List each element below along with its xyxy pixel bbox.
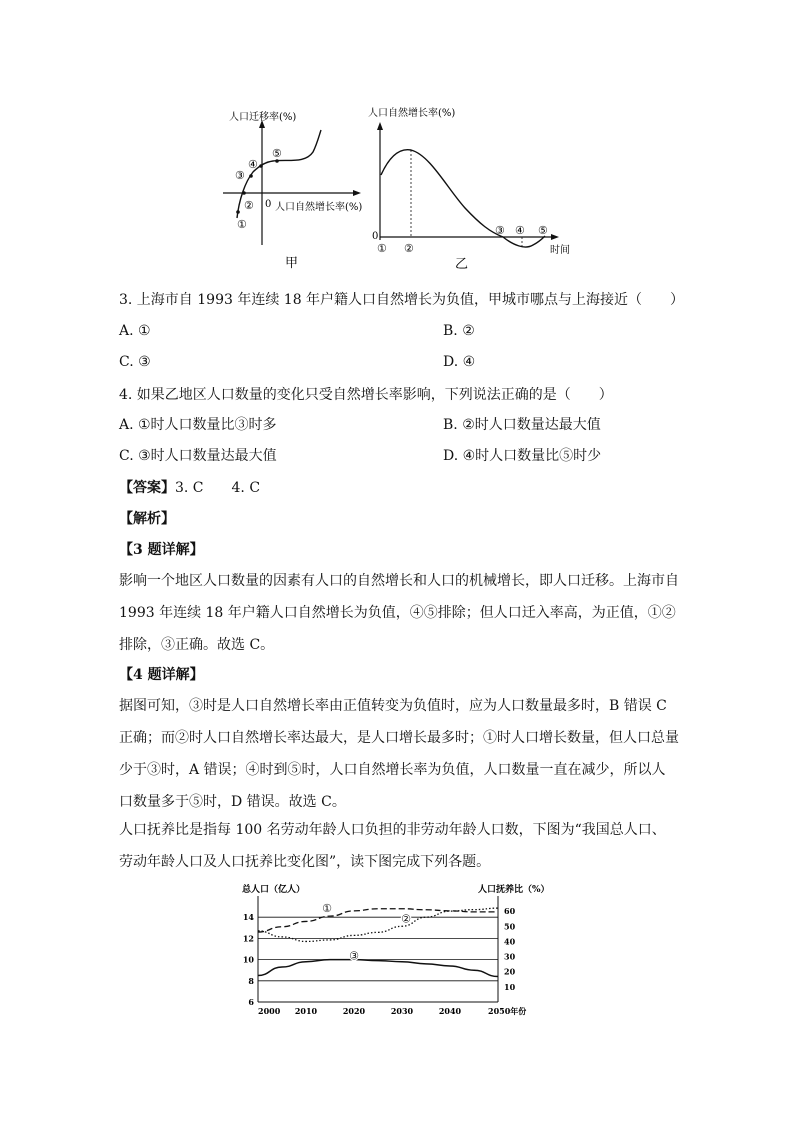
detail3-label: 【3 题详解】: [119, 542, 204, 558]
jia-point-3: [249, 174, 253, 178]
figure-jia-yi: [215, 100, 580, 275]
jia-label-3: ③: [235, 169, 245, 182]
answer-text: 3. C 4. C: [175, 480, 261, 496]
analysis-label: 【解析】: [119, 511, 175, 527]
chart-ytick-right: 50: [504, 921, 516, 932]
jia-label-4: ④: [248, 158, 258, 171]
series-line-1: [258, 909, 498, 932]
chart-ylabel-left: 总人口（亿人）: [242, 885, 306, 895]
q4-option-d: D. ④时人口数量比⑤时少: [443, 448, 602, 464]
jia-label-1: ①: [237, 218, 247, 231]
chart-xtick: 2000: [258, 1006, 281, 1016]
q4-stem: 4. 如果乙地区人口数量的变化只受自然增长率影响，下列说法正确的是（ ）: [119, 387, 613, 403]
q3-option-c: C. ③: [119, 354, 151, 370]
detail4-label: 【4 题详解】: [119, 667, 204, 683]
chart-ytick-left: 12: [242, 933, 254, 944]
population-chart: [240, 878, 560, 1023]
jia-label-2: ②: [244, 199, 254, 212]
jia-point-2: [242, 191, 246, 195]
chart-xtick: 2020: [342, 1006, 366, 1016]
jia-label-5: ⑤: [272, 147, 282, 160]
yi-label-5: ⑤: [538, 224, 548, 237]
jia-point-1: [236, 210, 240, 214]
chart-ytick-left: 6: [248, 997, 254, 1007]
jia-point-4: [259, 164, 263, 168]
yi-label-3: ③: [495, 224, 505, 237]
jia-xlabel: 人口自然增长率(%): [275, 202, 363, 213]
q4-option-b: B. ②时人口数量达最大值: [443, 417, 601, 433]
chart-xtick: 2040: [438, 1006, 462, 1016]
chart-xtick: 2010: [294, 1006, 318, 1016]
chart-ytick-right: 30: [504, 951, 516, 962]
intro-text: 人口抚养比是指每 100 名劳动年龄人口负担的非劳动年龄人口数，下图为“我国总人口、劳动年龄人口及人口抚养比变化图”，读下图完成下列各题。: [119, 822, 666, 870]
chart-yi: [368, 106, 570, 272]
answer-label: 【答案】: [119, 480, 175, 496]
jia-ylabel: 人口迁移率(%): [229, 112, 297, 123]
series-line-3: [258, 960, 498, 977]
jia-origin: 0: [265, 199, 272, 210]
chart-ytick-right: 10: [504, 981, 516, 992]
yi-caption: 乙: [455, 257, 469, 272]
q3-stem: 3. 上海市自 1993 年连续 18 年户籍人口自然增长为负值，甲城市哪点与上海接近（ ）: [119, 292, 685, 308]
detail4-text: 据图可知，③时是人口自然增长率由正值转变为负值时，应为人口数量最多时，B 错误 C 正确；而②时人口自然增长率达最大，是人口增长最多时；①时人口增长数量，但人口总量少于③时，A 错误；④时到⑤时，人口自然增长率为负值，人口数量一直在减少，所以人口数量多于⑤时，D 错误。故选 C。: [119, 698, 679, 810]
answer-line: [119, 478, 260, 498]
chart-xtick: 2030: [390, 1006, 414, 1016]
detail3-text: 影响一个地区人口数量的因素有人口的自然增长和人口的机械增长，即人口迁移。上海市自 1993 年连续 18 年户籍人口自然增长为负值，④⑤排除；但人口迁入率高，为正值，①②排除，③正确。故选 C。: [119, 573, 679, 653]
q4-option-a: A. ①时人口数量比③时多: [119, 417, 277, 433]
series-label-2: ②: [401, 912, 411, 926]
series-label-3: ③: [349, 949, 359, 963]
chart-ytick-left: 10: [242, 954, 254, 965]
chart-jia: [223, 110, 362, 271]
q3-option-a: A. ①: [119, 323, 151, 339]
chart-ytick-right: 40: [504, 936, 516, 947]
q3-option-b: B. ②: [443, 323, 475, 339]
chart-ytick-left: 8: [248, 975, 254, 986]
yi-y-arrow: [377, 122, 383, 130]
chart-ylabel-right: 人口抚养比（%）: [478, 885, 550, 895]
yi-label-1: ①: [377, 242, 387, 255]
series-label-1: ①: [322, 902, 332, 916]
q3-option-d: D. ④: [443, 354, 476, 370]
yi-xlabel: 时间: [550, 245, 570, 256]
yi-x-arrow: [551, 234, 559, 240]
chart-ytick-right: 60: [504, 906, 516, 917]
chart-ytick-right: 20: [504, 966, 516, 977]
yi-label-4: ④: [515, 224, 525, 237]
chart-ytick-left: 14: [242, 912, 254, 923]
yi-label-2: ②: [404, 242, 414, 255]
jia-x-arrow: [353, 190, 361, 196]
jia-caption: 甲: [285, 256, 299, 271]
yi-ylabel: 人口自然增长率(%): [368, 108, 456, 119]
chart-xtick: 2050年份: [488, 1006, 527, 1016]
q4-option-c: C. ③时人口数量达最大值: [119, 448, 277, 464]
yi-origin: 0: [372, 231, 379, 242]
